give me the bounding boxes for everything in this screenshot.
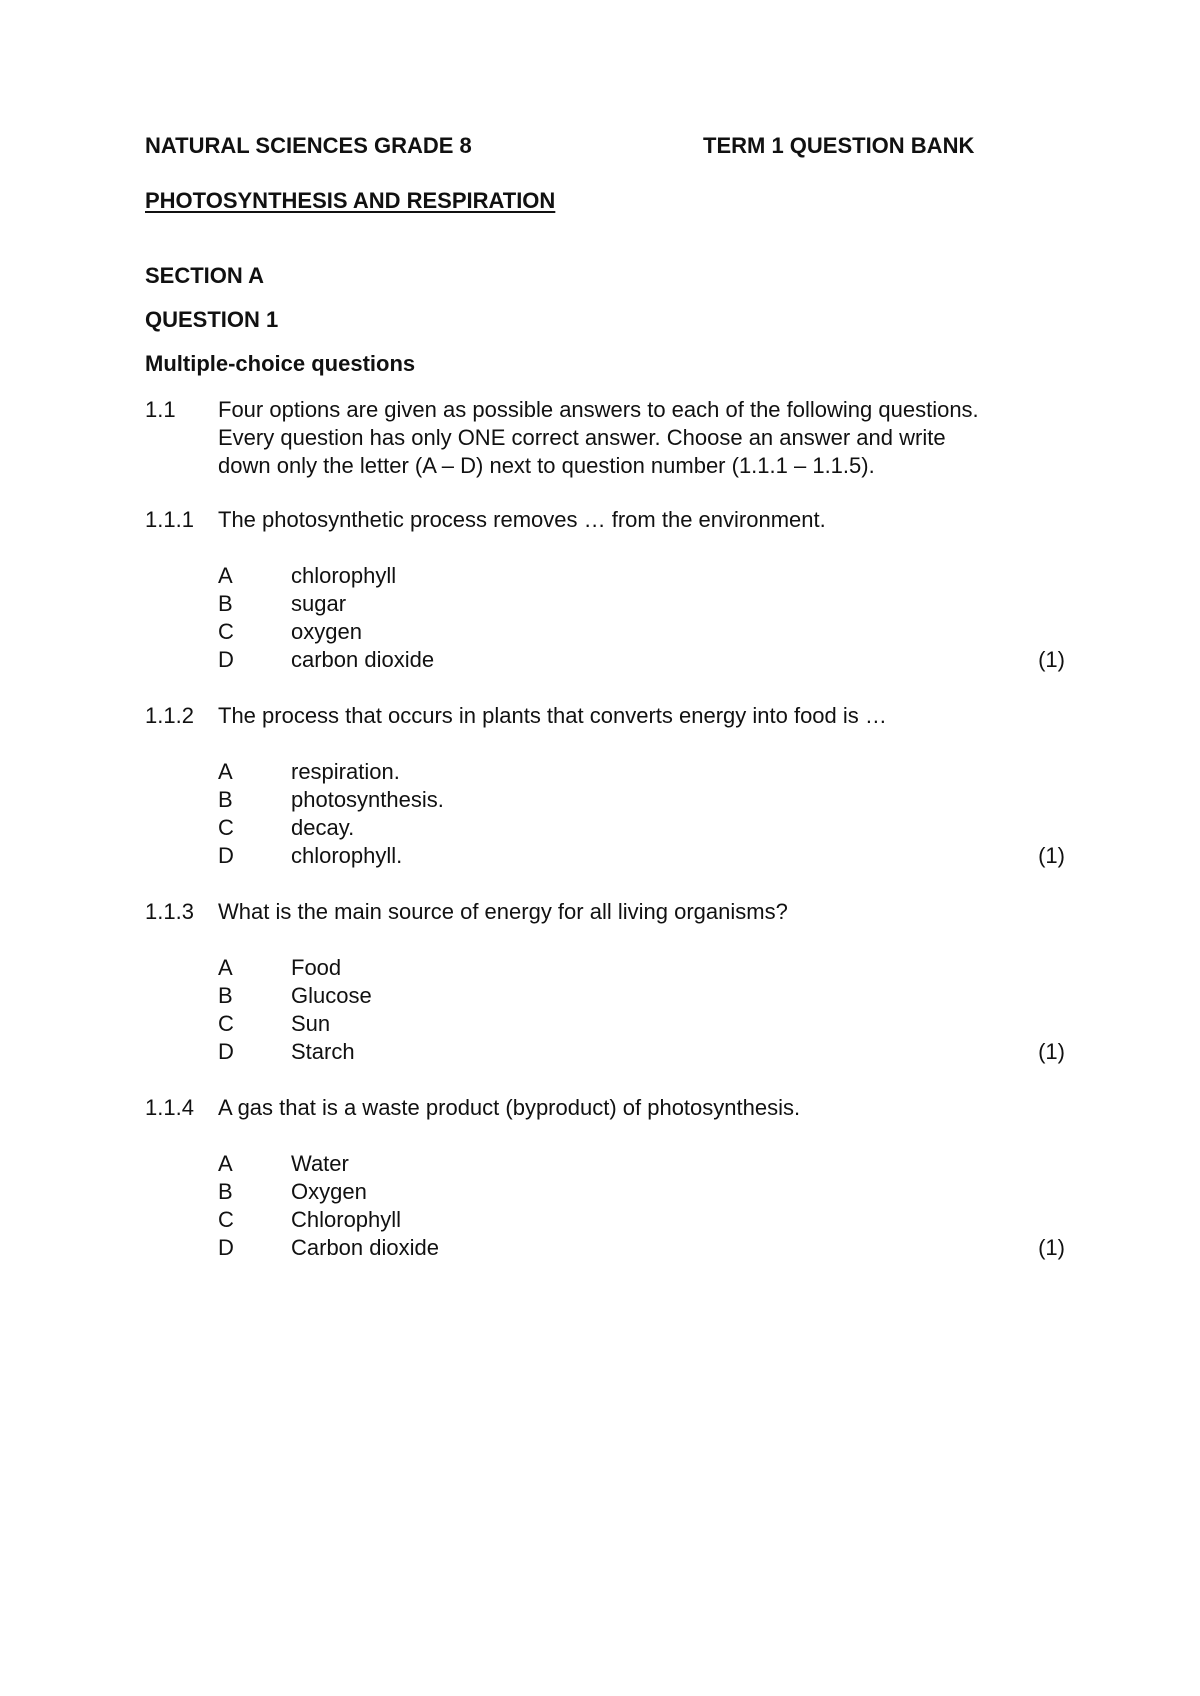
header-term: TERM 1 QUESTION BANK (703, 133, 975, 158)
option-text: chlorophyll. (291, 843, 403, 868)
option-letter: D (218, 843, 234, 868)
question-number: 1.1.4 (145, 1095, 194, 1120)
option-letter: C (218, 619, 234, 644)
marks: (1) (1038, 843, 1065, 868)
option-letter: A (218, 1151, 233, 1176)
option-letter: A (218, 955, 233, 980)
option-d (218, 1234, 1065, 1262)
question-heading: QUESTION 1 (145, 307, 279, 332)
option-a (218, 562, 1065, 590)
option-a (218, 758, 1065, 786)
option-text: Chlorophyll (291, 1207, 402, 1232)
option-b (218, 590, 1065, 618)
option-text: decay. (291, 815, 355, 840)
option-letter: B (218, 983, 233, 1008)
question-stem: What is the main source of energy for all living organisms? (218, 899, 788, 924)
option-letter: A (218, 563, 233, 588)
option-b (218, 786, 1065, 814)
option-letter: D (218, 1039, 234, 1064)
option-text: chlorophyll (291, 563, 397, 588)
option-letter: C (218, 815, 234, 840)
question-stem: The process that occurs in plants that converts energy into food is … (218, 703, 887, 728)
question-number: 1.1.1 (145, 507, 194, 532)
option-letter: D (218, 647, 234, 672)
option-text: Sun (291, 1011, 331, 1036)
option-d (218, 1038, 1065, 1066)
option-letter: C (218, 1011, 234, 1036)
topic-title: PHOTOSYNTHESIS AND RESPIRATION (145, 188, 556, 213)
instruction-line: Four options are given as possible answers to each of the following questions. (218, 397, 979, 422)
option-letter: B (218, 591, 233, 616)
instruction-number: 1.1 (145, 397, 176, 422)
option-text: Oxygen (291, 1179, 367, 1204)
question-stem: A gas that is a waste product (byproduct) of photosynthesis. (218, 1095, 801, 1120)
option-letter: A (218, 759, 233, 784)
header-subject: NATURAL SCIENCES GRADE 8 (145, 133, 472, 158)
question-stem: The photosynthetic process removes … from the environment. (218, 507, 826, 532)
instruction-text (218, 396, 979, 480)
option-a (218, 1150, 1065, 1178)
option-b (218, 982, 1065, 1010)
option-text: carbon dioxide (291, 647, 435, 672)
question-number: 1.1.3 (145, 899, 194, 924)
option-c (218, 618, 1065, 646)
option-a (218, 954, 1065, 982)
option-text: Water (291, 1151, 349, 1176)
subtitle: Multiple-choice questions (145, 351, 416, 376)
option-text: Carbon dioxide (291, 1235, 439, 1260)
marks: (1) (1038, 647, 1065, 672)
option-letter: B (218, 1179, 233, 1204)
option-text: Starch (291, 1039, 355, 1064)
option-letter: C (218, 1207, 234, 1232)
option-text: sugar (291, 591, 347, 616)
option-c (218, 1010, 1065, 1038)
question-number: 1.1.2 (145, 703, 194, 728)
option-text: Food (291, 955, 342, 980)
instruction-line: Every question has only ONE correct answer. Choose an answer and write (218, 425, 946, 450)
marks: (1) (1038, 1235, 1065, 1260)
marks: (1) (1038, 1039, 1065, 1064)
instruction-line: down only the letter (A – D) next to question number (1.1.1 – 1.1.5). (218, 453, 875, 478)
option-d (218, 646, 1065, 674)
option-letter: D (218, 1235, 234, 1260)
option-c (218, 814, 1065, 842)
option-letter: B (218, 787, 233, 812)
option-text: photosynthesis. (291, 787, 444, 812)
option-text: respiration. (291, 759, 400, 784)
option-b (218, 1178, 1065, 1206)
option-c (218, 1206, 1065, 1234)
option-d (218, 842, 1065, 870)
section-heading: SECTION A (145, 263, 264, 288)
option-text: Glucose (291, 983, 372, 1008)
option-text: oxygen (291, 619, 362, 644)
